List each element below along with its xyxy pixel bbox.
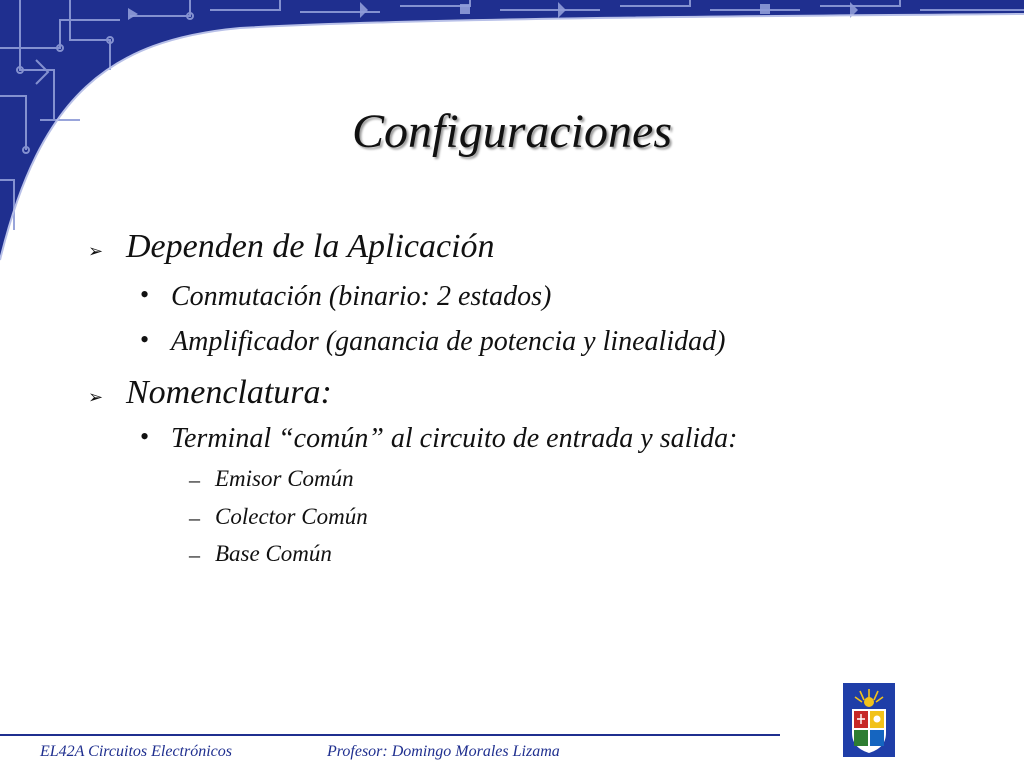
footer-course: EL42A Circuitos Electrónicos [40,743,232,760]
bullet-level2: Conmutación (binario: 2 estados) [171,281,552,312]
bullet-level1: Dependen de la Aplicación [126,228,495,265]
slide-title: Configuraciones [352,105,672,158]
bullet-level2: Amplificador (ganancia de potencia y linealidad) [171,326,726,357]
dash-bullet-icon: – [189,467,200,492]
arrowhead-bullet-icon: ➢ [88,387,104,407]
dash-bullet-icon: – [189,542,200,567]
dot-bullet-icon: • [140,325,150,354]
bullet-level3: Emisor Común [215,466,354,491]
dash-bullet-icon: – [189,505,200,530]
dot-bullet-icon: • [140,422,150,451]
university-coat-of-arms-icon [843,683,895,757]
footer-divider [0,734,780,736]
bullet-level2: Terminal “común” al circuito de entrada y salida: [171,423,738,454]
bullet-level1: Nomenclatura: [126,374,332,411]
bullet-level3: Base Común [215,541,332,566]
dot-bullet-icon: • [140,280,150,309]
arrowhead-bullet-icon: ➢ [88,241,104,261]
footer-professor: Profesor: Domingo Morales Lizama [327,743,560,760]
bullet-level3: Colector Común [215,504,368,529]
